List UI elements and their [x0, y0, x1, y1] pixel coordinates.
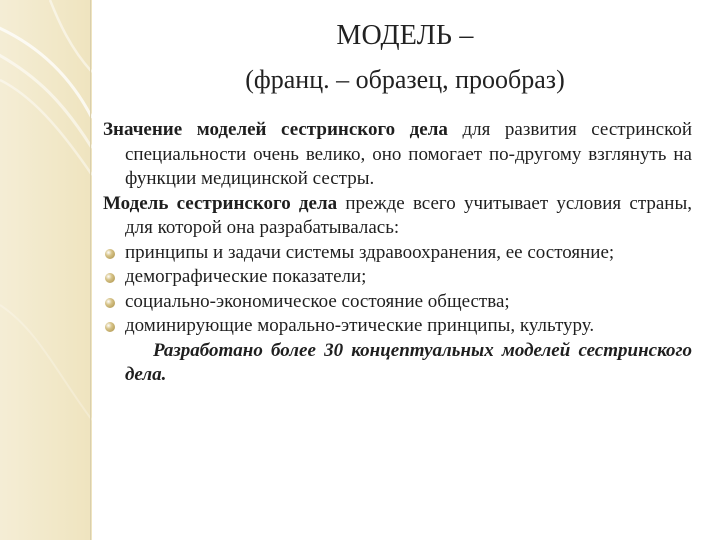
- conclusion-text: Разработано более 30 концептуальных моделей сестринского дела.: [125, 339, 692, 385]
- slide-subtitle: (франц. – образец, прообраз): [245, 65, 565, 94]
- model-importance-text: для развития сестринской специальности очень велико, оно помогает по-другому взглянуть на функции медицинской сестры.: [125, 119, 692, 189]
- model-conditions-text: прежде всего учитывает условия страны, для которой она разрабатывалась:: [125, 192, 692, 238]
- bullet-icon: [105, 273, 115, 283]
- list-item: [103, 290, 692, 315]
- model-importance-bold-text: Значение моделей сестринского дела: [103, 119, 448, 140]
- list-item-text: демографические показатели;: [125, 266, 367, 287]
- bullet-icon: [105, 249, 115, 259]
- slide-content: [103, 118, 692, 407]
- list-item: [103, 241, 692, 266]
- bullet-icon: [105, 298, 115, 308]
- model-importance-paragraph: [103, 118, 692, 192]
- decorative-curves-icon: [0, 0, 92, 540]
- conditions-list: [103, 241, 692, 339]
- list-item-text: принципы и задачи системы здравоохранения, ее состояние;: [125, 241, 615, 263]
- bullet-icon: [105, 322, 115, 332]
- list-item: [103, 265, 692, 290]
- model-conditions-bold-text: Модель сестринского дела: [103, 192, 338, 214]
- model-conditions-paragraph: [103, 192, 692, 241]
- list-item-text: доминирующие морально-этические принципы, культуру.: [125, 315, 595, 336]
- panel-divider: [90, 0, 91, 540]
- list-item: [103, 314, 692, 339]
- slide-title: МОДЕЛЬ –: [336, 20, 474, 51]
- list-item-text: социально-экономическое состояние общества;: [125, 290, 510, 312]
